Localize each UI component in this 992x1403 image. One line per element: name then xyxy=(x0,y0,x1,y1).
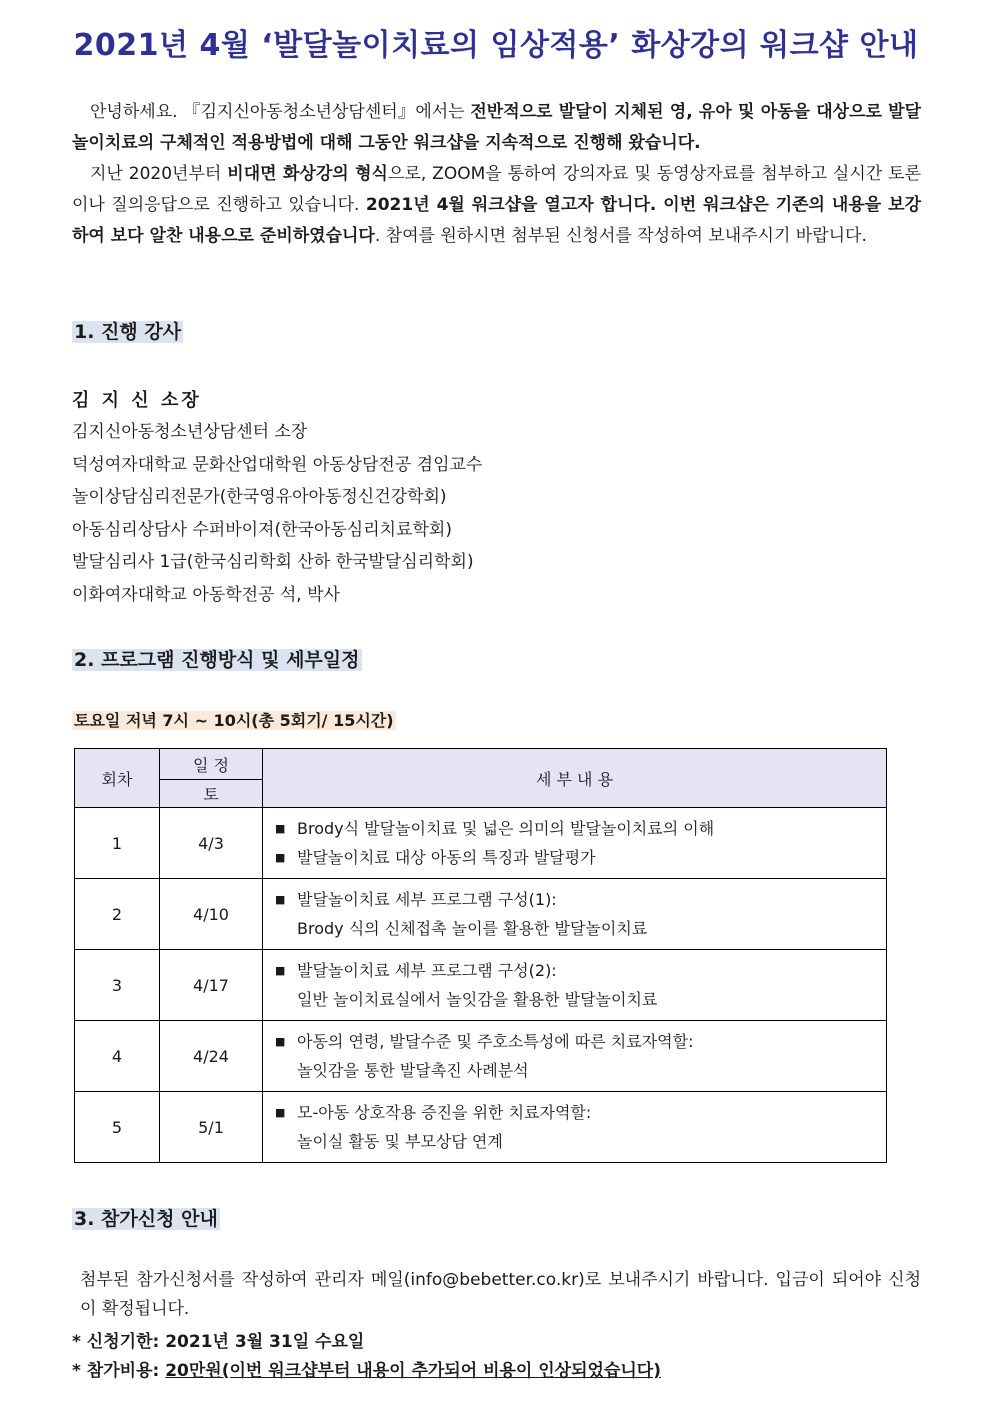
header-schedule: 일 정 xyxy=(160,749,263,780)
instructor-credentials xyxy=(72,416,482,611)
application-text: 첨부된 참가신청서를 작성하여 관리자 메일(info@bebetter.co.kr)로 보내주시기 바랍니다. 입금이 되어야 신청이 확정됩니다. xyxy=(80,1270,921,1319)
header-day: 토 xyxy=(160,780,263,808)
schedule-note: 토요일 저녁 7시 ~ 10시(총 5회기/ 15시간) xyxy=(74,711,394,730)
credential-item: 이화여자대학교 아동학전공 석, 박사 xyxy=(72,584,340,605)
table-row xyxy=(75,950,887,1021)
deadline-note: * 신청기한: 2021년 3월 31일 수요일 xyxy=(72,1332,365,1352)
session-details: ■ 발달놀이치료 세부 프로그램 구성(1): Brody 식의 신체접촉 놀이를 활용한 발달놀이치료 xyxy=(263,879,887,950)
square-bullet-icon: ■ xyxy=(275,1106,286,1119)
fee-note: * 참가비용: 20만원(이번 워크샵부터 내용이 추가되어 비용이 인상되었습니다) xyxy=(72,1361,661,1381)
session-number: 5 xyxy=(75,1092,160,1163)
header-details: 세 부 내 용 xyxy=(263,749,887,808)
session-number: 2 xyxy=(75,879,160,950)
section-heading-program: 2. 프로그램 진행방식 및 세부일정 xyxy=(74,649,360,671)
square-bullet-icon: ■ xyxy=(275,1035,286,1048)
square-bullet-icon: ■ xyxy=(275,851,286,864)
session-number: 4 xyxy=(75,1021,160,1092)
table-header-row xyxy=(75,749,887,780)
session-date: 4/24 xyxy=(160,1021,263,1092)
intro-paragraph-1: 안녕하세요. 『김지신아동청소년상담센터』에서는 전반적으로 발달이 지체된 영, 유아 및 아동을 대상으로 발달놀이치료의 구체적인 적용방법에 대해 그동안 워크샵을 지속적으로 진행해 왔습니다. xyxy=(72,102,922,153)
square-bullet-icon: ■ xyxy=(275,964,286,977)
session-number: 3 xyxy=(75,950,160,1021)
square-bullet-icon: ■ xyxy=(275,822,286,835)
session-details: ■ 발달놀이치료 세부 프로그램 구성(2): 일반 놀이치료실에서 놀잇감을 활용한 발달놀이치료 xyxy=(263,950,887,1021)
page-title: 2021년 4월 ‘발달놀이치료의 임상적용’ 화상강의 워크샵 안내 xyxy=(73,28,919,63)
session-date: 5/1 xyxy=(160,1092,263,1163)
credential-item: 김지신아동청소년상담센터 소장 xyxy=(72,422,308,442)
credential-item: 놀이상담심리전문가(한국영유아아동정신건강학회) xyxy=(72,487,447,507)
table-row xyxy=(75,1021,887,1092)
section-heading-instructor: 1. 진행 강사 xyxy=(74,321,182,343)
table-row xyxy=(75,808,887,879)
credential-item: 덕성여자대학교 문화산업대학원 아동상담전공 겸임교수 xyxy=(72,454,483,475)
table-row xyxy=(75,1092,887,1163)
session-date: 4/17 xyxy=(160,950,263,1021)
session-number: 1 xyxy=(75,808,160,879)
credential-item: 발달심리사 1급(한국심리학회 산하 한국발달심리학회) xyxy=(72,552,474,572)
session-date: 4/10 xyxy=(160,879,263,950)
intro-paragraph-2: 지난 2020년부터 비대면 화상강의 형식으로, ZOOM을 통하여 강의자료 및 동영상자료를 첨부하고 실시간 토론이나 질의응답으로 진행하고 있습니다. 2021년 4월 워크샵을 열고자 합니다. 이번 워크샵은 기존의 내용을 보강하여 보다 알찬 내용으로 준비하였습니다. 참여를 원하시면 첨부된 신청서를 작성하여 보내주시기 바랍니다. xyxy=(72,164,921,246)
session-details: ■ 모-아동 상호작용 증진을 위한 치료자역할: 놀이실 활동 및 부모상담 연계 xyxy=(263,1092,887,1163)
header-session: 회차 xyxy=(75,749,160,808)
session-details: ■ Brody식 발달놀이치료 및 넓은 의미의 발달놀이치료의 이해 ■ 발달놀이치료 대상 아동의 특징과 발달평가 xyxy=(263,808,887,879)
session-details: ■ 아동의 연령, 발달수준 및 주호소특성에 따른 치료자역할: 놀잇감을 통한 발달촉진 사례분석 xyxy=(263,1021,887,1092)
section-heading-application: 3. 참가신청 안내 xyxy=(74,1208,218,1230)
intro-text xyxy=(72,97,921,252)
schedule-table xyxy=(74,748,887,1163)
credential-item: 아동심리상담사 수퍼바이져(한국아동심리치료학회) xyxy=(72,519,452,540)
square-bullet-icon: ■ xyxy=(275,893,286,906)
instructor-name: 김 지 신 소장 xyxy=(72,390,202,411)
table-row xyxy=(75,879,887,950)
session-date: 4/3 xyxy=(160,808,263,879)
